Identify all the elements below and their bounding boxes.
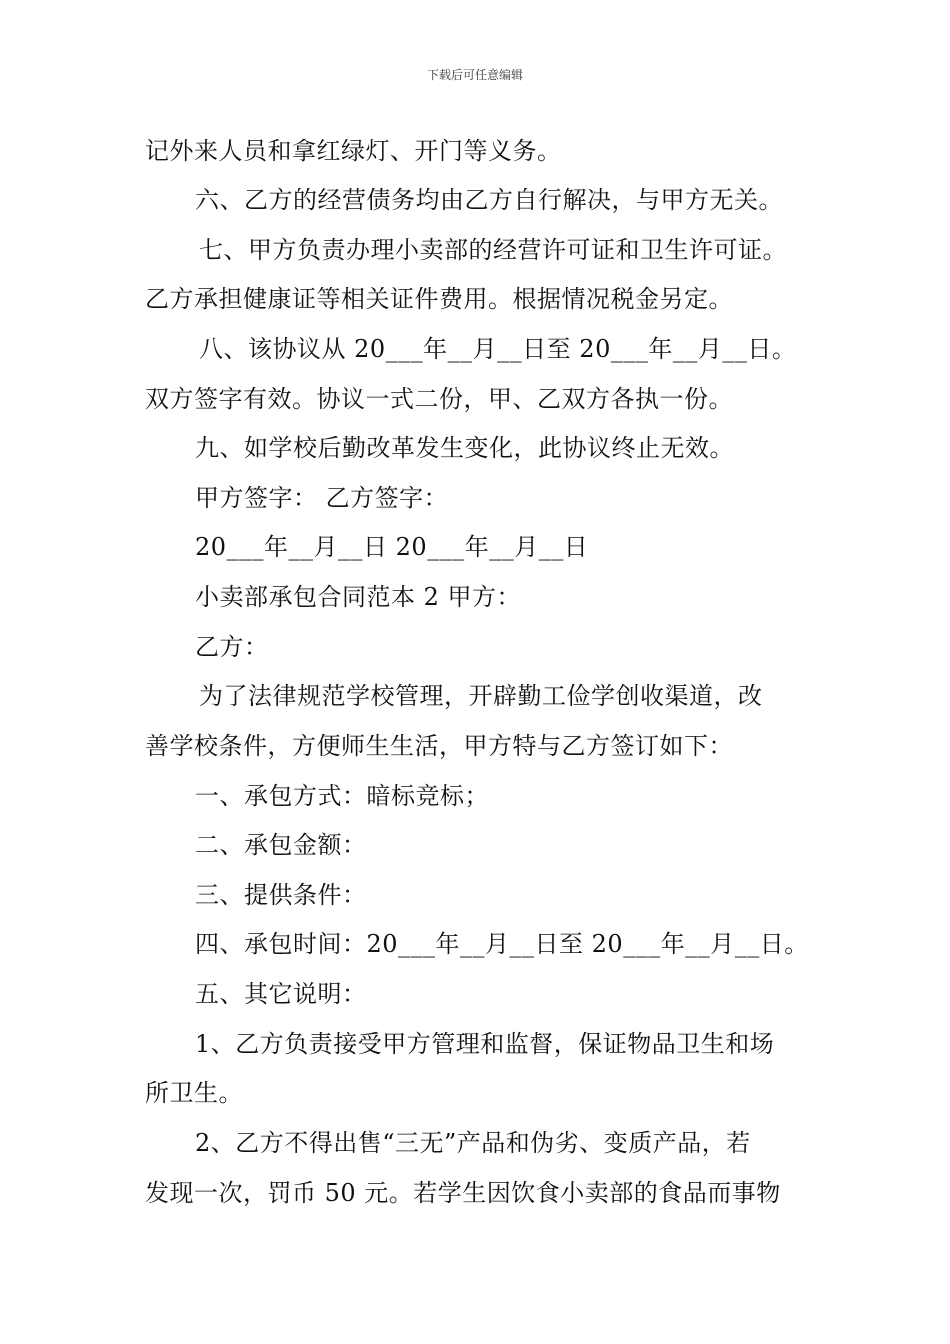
party-b-label: 乙方： xyxy=(195,633,269,661)
paragraph-line: 七、甲方负责办理小卖部的经营许可证和卫生许可证。 xyxy=(199,236,787,264)
paragraph-line: 记外来人员和拿红绿灯、开门等义务。 xyxy=(145,137,562,165)
paragraph-line: 善学校条件，方便师生生活，甲方特与乙方签订如下： xyxy=(145,732,733,760)
paragraph-line: 为了法律规范学校管理，开辟勤工俭学创收渠道，改 xyxy=(199,682,763,710)
paragraph-line: 双方签字有效。协议一式二份，甲、乙双方各执一份。 xyxy=(145,385,733,413)
paragraph-line: 所卫生。 xyxy=(145,1079,243,1107)
clause-line: 三、提供条件： xyxy=(195,881,367,909)
paragraph-line: 2、乙方不得出售“三无”产品和伪劣、变质产品，若 xyxy=(195,1129,751,1157)
paragraph-line: 发现一次，罚币 50 元。若学生因饮食小卖部的食品而事物 xyxy=(145,1179,781,1207)
paragraph-line: 1、乙方负责接受甲方管理和监督，保证物品卫生和场 xyxy=(195,1030,775,1058)
paragraph-line: 八、该协议从 20___年__月__日至 20___年__月__日。 xyxy=(199,335,797,363)
download-note: 下载后可任意编辑 xyxy=(426,68,523,82)
paragraph-line: 乙方承担健康证等相关证件费用。根据情况税金另定。 xyxy=(145,285,733,313)
paragraph-line: 六、乙方的经营债务均由乙方自行解决，与甲方无关。 xyxy=(195,186,783,214)
clause-line: 五、其它说明： xyxy=(195,980,367,1008)
paragraph-line: 九、如学校后勤改革发生变化，此协议终止无效。 xyxy=(195,434,734,462)
section-title: 小卖部承包合同范本 2 甲方： xyxy=(195,583,522,611)
clause-line: 一、承包方式：暗标竞标； xyxy=(195,782,489,810)
signature-labels: 甲方签字： 乙方签字： xyxy=(195,484,449,512)
signature-dates: 20___年__月__日 20___年__月__日 xyxy=(195,533,589,561)
clause-line: 四、承包时间：20___年__月__日至 20___年__月__日。 xyxy=(195,930,809,958)
clause-line: 二、承包金额： xyxy=(195,831,367,859)
